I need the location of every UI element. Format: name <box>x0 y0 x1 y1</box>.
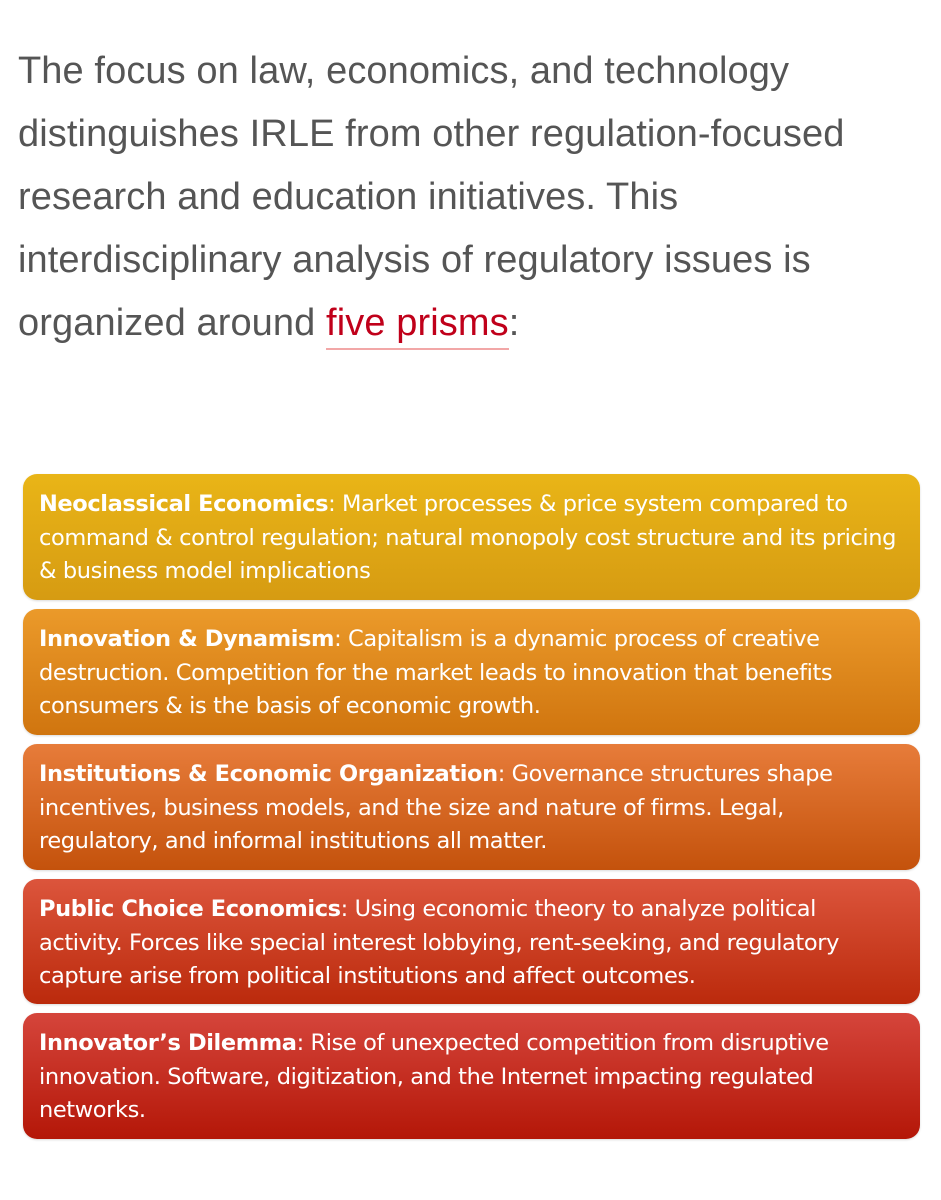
prism-description: : Rise of unexpected competition from disruptive innovation. Software, digitization, and the Internet impacting regulated networks. <box>39 1030 829 1123</box>
prism-title: Neoclassical Economics <box>39 491 329 517</box>
prism-title: Innovator’s Dilemma <box>39 1030 297 1056</box>
prisms-graphic <box>23 474 920 1139</box>
five-prisms-link[interactable]: five prisms <box>326 302 509 350</box>
prism-title: Institutions & Economic Organization <box>39 761 498 787</box>
prism-card-innovators-dilemma <box>23 1013 920 1139</box>
intro-paragraph <box>18 40 923 355</box>
prism-card-public-choice <box>23 879 920 1004</box>
prism-title: Public Choice Economics <box>39 896 341 922</box>
prism-description: : Governance structures shape incentives, business models, and the size and nature of firms. Legal, regulatory, and informal institutions all matter. <box>39 761 833 854</box>
prism-card-innovation-dynamism <box>23 609 920 735</box>
intro-punctuation: : <box>508 302 520 344</box>
intro-text: The focus on law, economics, and technology distinguishes IRLE from other regulation-focused research and education initiatives. This interdisciplinary analysis of regulatory issues is organized around <box>18 50 845 344</box>
prism-card-neoclassical-economics <box>23 474 920 600</box>
prism-description: : Capitalism is a dynamic process of creative destruction. Competition for the market leads to innovation that benefits consumers & is the basis of economic growth. <box>39 626 833 719</box>
prism-description: : Market processes & price system compared to command & control regulation; natural monopoly cost structure and its pricing & business model implications <box>39 491 897 584</box>
prism-card-institutions <box>23 744 920 870</box>
prism-title: Innovation & Dynamism <box>39 626 335 652</box>
prism-description: : Using economic theory to analyze political activity. Forces like special interest lobbying, rent-seeking, and regulatory capture arise from political institutions and affect outcomes. <box>39 896 839 989</box>
